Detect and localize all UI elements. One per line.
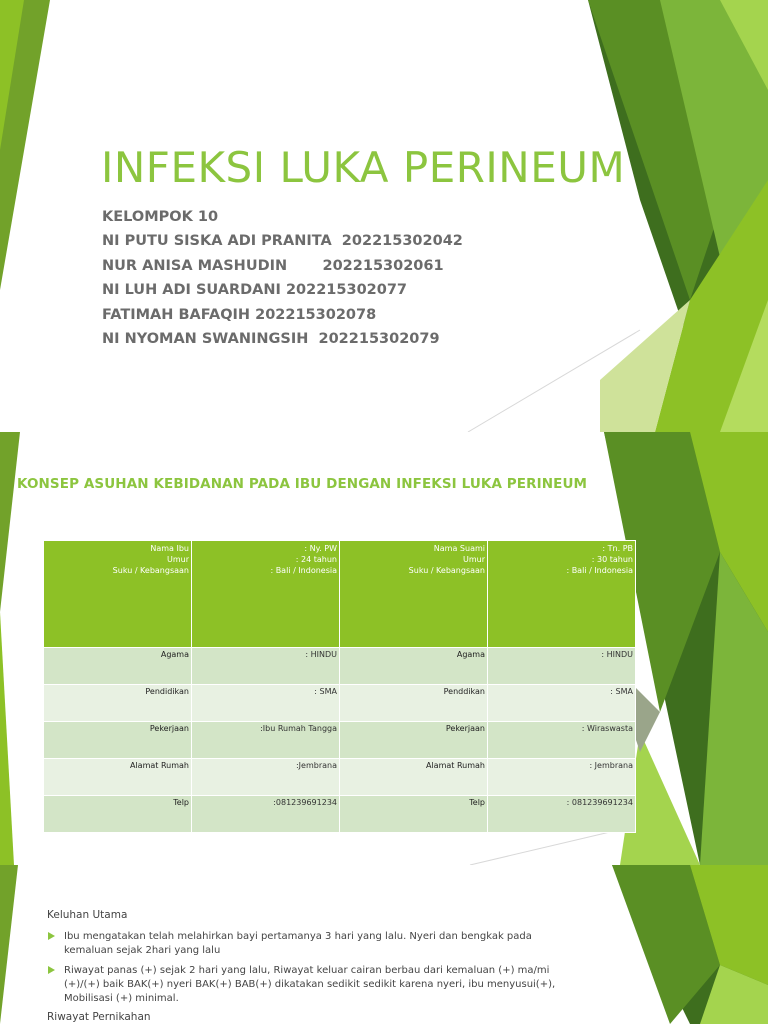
table-cell: Agama [44,648,192,685]
table-cell: : HINDU [192,648,340,685]
member-line: KELOMPOK 10 [102,209,219,225]
table-cell: : SMA [488,685,636,722]
table-row [44,648,636,685]
member-line: NI NYOMAN SWANINGSIH 202215302079 [102,331,440,348]
cell-text: Nama Suami [433,544,485,553]
husband-values [488,541,636,648]
table-cell: Pekerjaan [44,722,192,759]
cell-text: : Bali / Indonesia [270,566,337,575]
member-line: NUR ANISA MASHUDIN 202215302061 [102,257,444,274]
table-cell: : SMA [192,685,340,722]
table-cell: Telp [44,796,192,833]
cell-text: Suku / Kebangsaan [112,566,189,575]
triangle-bullet-icon [48,932,55,940]
cell-text: : 24 tahun [295,555,337,564]
complaint-slide [0,865,768,1024]
slide-title: INFEKSI LUKA PERINEUM [101,143,626,192]
mother-labels [44,541,192,648]
list-item-text: Riwayat panas (+) sejak 2 hari yang lalu, Riwayat keluar cairan berbau dari kemaluan (+) ma/mi (+)/(+) baik BAK(+) nyeri BAK(+) BAB(+) dikatakan sedikit sedikit karena nyeri, ibu menyusui(+), Mobilisasi (+) minimal. [64,965,556,1004]
table-cell: : HINDU [488,648,636,685]
table-cell: Alamat Rumah [340,759,488,796]
cell-text: : Tn. PB [602,544,633,553]
section-heading: Keluhan Utama [47,909,128,921]
slide-heading: KONSEP ASUHAN KEBIDANAN PADA IBU DENGAN INFEKSI LUKA PERINEUM [17,476,588,492]
table-cell: : 081239691234 [488,796,636,833]
cell-text: Suku / Kebangsaan [408,566,485,575]
member-line: NI PUTU SISKA ADI PRANITA 202215302042 [102,233,463,250]
table-row [44,722,636,759]
table-row [44,685,636,722]
cell-text: Umur [166,555,189,564]
member-line: NI LUH ADI SUARDANI 202215302077 [102,282,408,299]
table-header-row [44,541,636,648]
mother-values [192,541,340,648]
table-cell: Telp [340,796,488,833]
list-item-text: Ibu mengatakan telah melahirkan bayi pertamanya 3 hari yang lalu. Nyeri dan bengkak pada kemaluan sejak 2hari yang lalu [64,931,532,956]
husband-labels [340,541,488,648]
table-row [44,796,636,833]
table-cell: Pekerjaan [340,722,488,759]
table-slide [0,432,768,865]
group-members [102,205,463,351]
table-cell: Alamat Rumah [44,759,192,796]
table-cell: Penddikan [340,685,488,722]
cell-text: Nama Ibu [150,544,189,553]
cell-text: : 30 tahun [591,555,633,564]
table-cell: :Ibu Rumah Tangga [192,722,340,759]
title-slide [0,0,768,432]
table-cell: :Jembrana [192,759,340,796]
triangle-bullet-icon [48,966,55,974]
cell-text: Umur [462,555,485,564]
cell-text: : Ny. PW [304,544,337,553]
table-row [44,759,636,796]
section-heading: Riwayat Pernikahan [47,1011,151,1023]
patient-info-table [43,540,636,833]
cell-text: : Bali / Indonesia [566,566,633,575]
table-cell: Pendidikan [44,685,192,722]
table-cell: : Wiraswasta [488,722,636,759]
table-cell: :081239691234 [192,796,340,833]
member-line: FATIMAH BAFAQIH 202215302078 [102,306,377,323]
table-cell: : Jembrana [488,759,636,796]
table-cell: Agama [340,648,488,685]
